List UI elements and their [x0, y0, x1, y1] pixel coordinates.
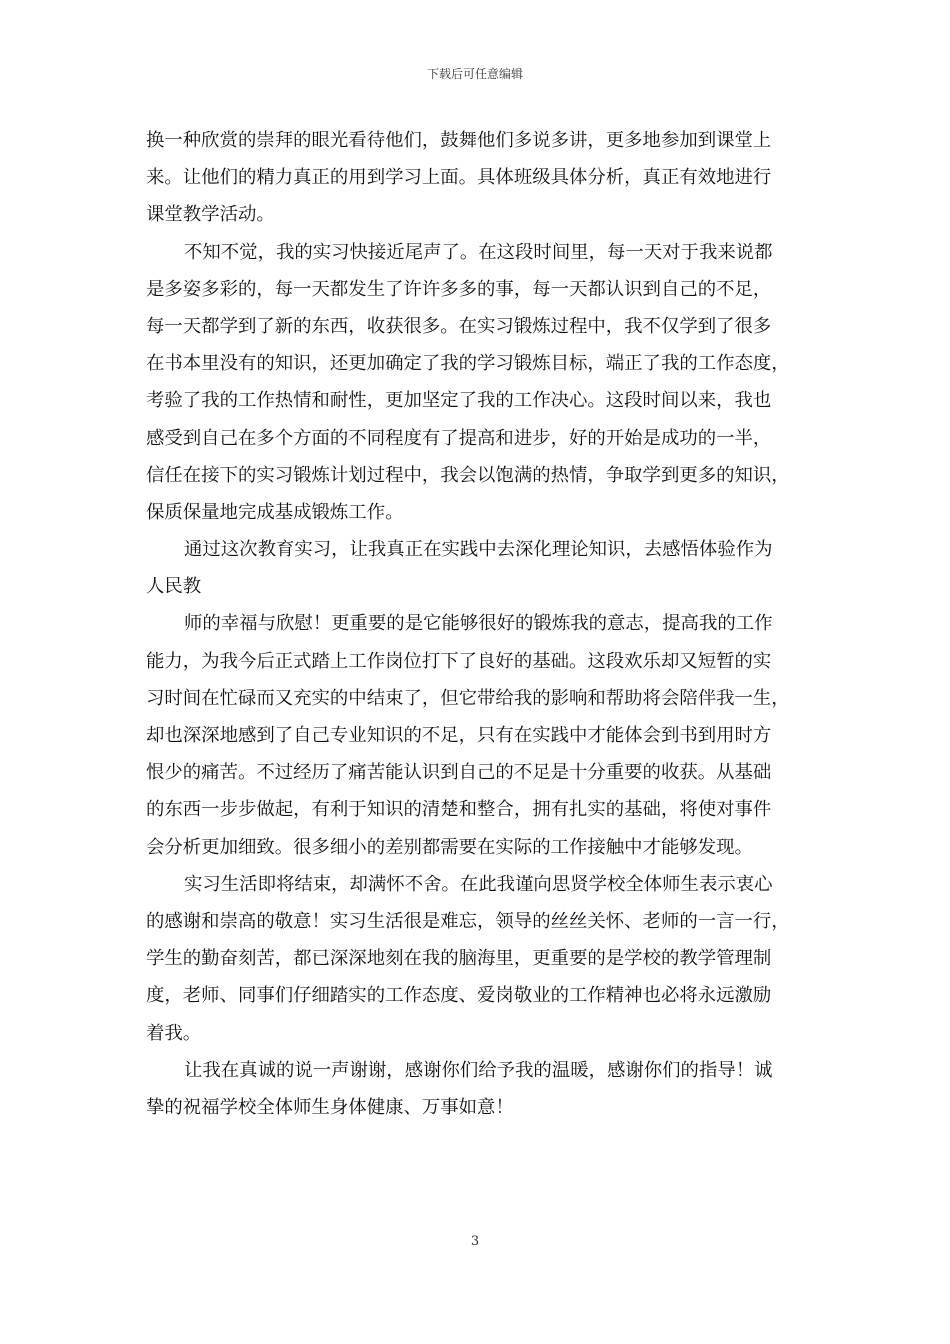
text-line: 每一天都学到了新的东西，收获很多。在实习锻炼过程中，我不仅学到了很多: [146, 315, 772, 337]
text-line: 来。让他们的精力真正的用到学习上面。具体班级具体分析，真正有效地进行: [146, 167, 772, 189]
text-line: 考验了我的工作热情和耐性，更加坚定了我的工作决心。这段时间以来，我也: [146, 390, 772, 412]
text-line: 度，老师、同事们仔细踏实的工作态度、爱岗敬业的工作精神也必将永远激励: [146, 985, 772, 1007]
text-line: 的感谢和崇高的敬意！实习生活很是难忘，领导的丝丝关怀、老师的一言一行，: [146, 910, 790, 932]
text-line: 会分析更加细致。很多细小的差别都需要在实际的工作接触中才能够发现。: [146, 836, 753, 858]
text-line: 人民教: [146, 576, 202, 598]
text-line: 信任在接下的实习锻炼计划过程中，我会以饱满的热情，争取学到更多的知识，: [146, 464, 790, 486]
text-line: 不知不觉，我的实习快接近尾声了。在这段时间里，每一天对于我来说都: [184, 241, 773, 263]
document-body: [146, 122, 810, 1126]
text-line: 是多姿多彩的，每一天都发生了许许多多的事，每一天都认识到自己的不足，: [146, 278, 772, 300]
text-line: 感受到自己在多个方面的不同程度有了提高和进步，好的开始是成功的一半，: [146, 427, 772, 449]
text-line: 通过这次教育实习，让我真正在实践中去深化理论知识，去感悟体验作为: [184, 539, 773, 561]
text-line: 却也深深地感到了自己专业知识的不足，只有在实践中才能体会到书到用时方: [146, 725, 772, 746]
text-line: 恨少的痛苦。不过经历了痛苦能认识到自己的不足是十分重要的收获。从基础: [146, 762, 772, 784]
text-line: 让我在真诚的说一声谢谢，感谢你们给予我的温暖，感谢你们的指导！诚: [184, 1059, 773, 1081]
page-number: 3: [470, 1234, 480, 1249]
text-line: 师的幸福与欣慰！更重要的是它能够很好的锻炼我的意志，提高我的工作: [184, 613, 773, 635]
text-line: 保质保量地完成基成锻炼工作。: [146, 501, 404, 523]
text-line: 课堂教学活动。: [146, 204, 275, 226]
text-line: 实习生活即将结束，却满怀不舍。在此我谨向思贤学校全体师生表示衷心: [184, 873, 773, 895]
text-line: 在书本里没有的知识，还更加确定了我的学习锻炼目标，端正了我的工作态度，: [146, 353, 790, 375]
text-line: 的东西一步步做起，有利于知识的清楚和整合，拥有扎实的基础，将使对事件: [146, 799, 772, 821]
text-line: 换一种欣赏的崇拜的眼光看待他们，鼓舞他们多说多讲，更多地参加到课堂上: [146, 130, 772, 151]
text-line: 学生的勤奋刻苦，都已深深地刻在我的脑海里，更重要的是学校的教学管理制: [146, 948, 772, 970]
page-header: 下载后可任意编辑: [426, 67, 523, 81]
text-line: 习时间在忙碌而又充实的中结束了，但它带给我的影响和帮助将会陪伴我一生，: [146, 687, 790, 709]
text-line: 着我。: [146, 1022, 202, 1044]
text-line: 能力，为我今后正式踏上工作岗位打下了良好的基础。这段欢乐却又短暂的实: [146, 650, 772, 672]
text-line: 挚的祝福学校全体师生身体健康、万事如意！: [146, 1096, 514, 1118]
